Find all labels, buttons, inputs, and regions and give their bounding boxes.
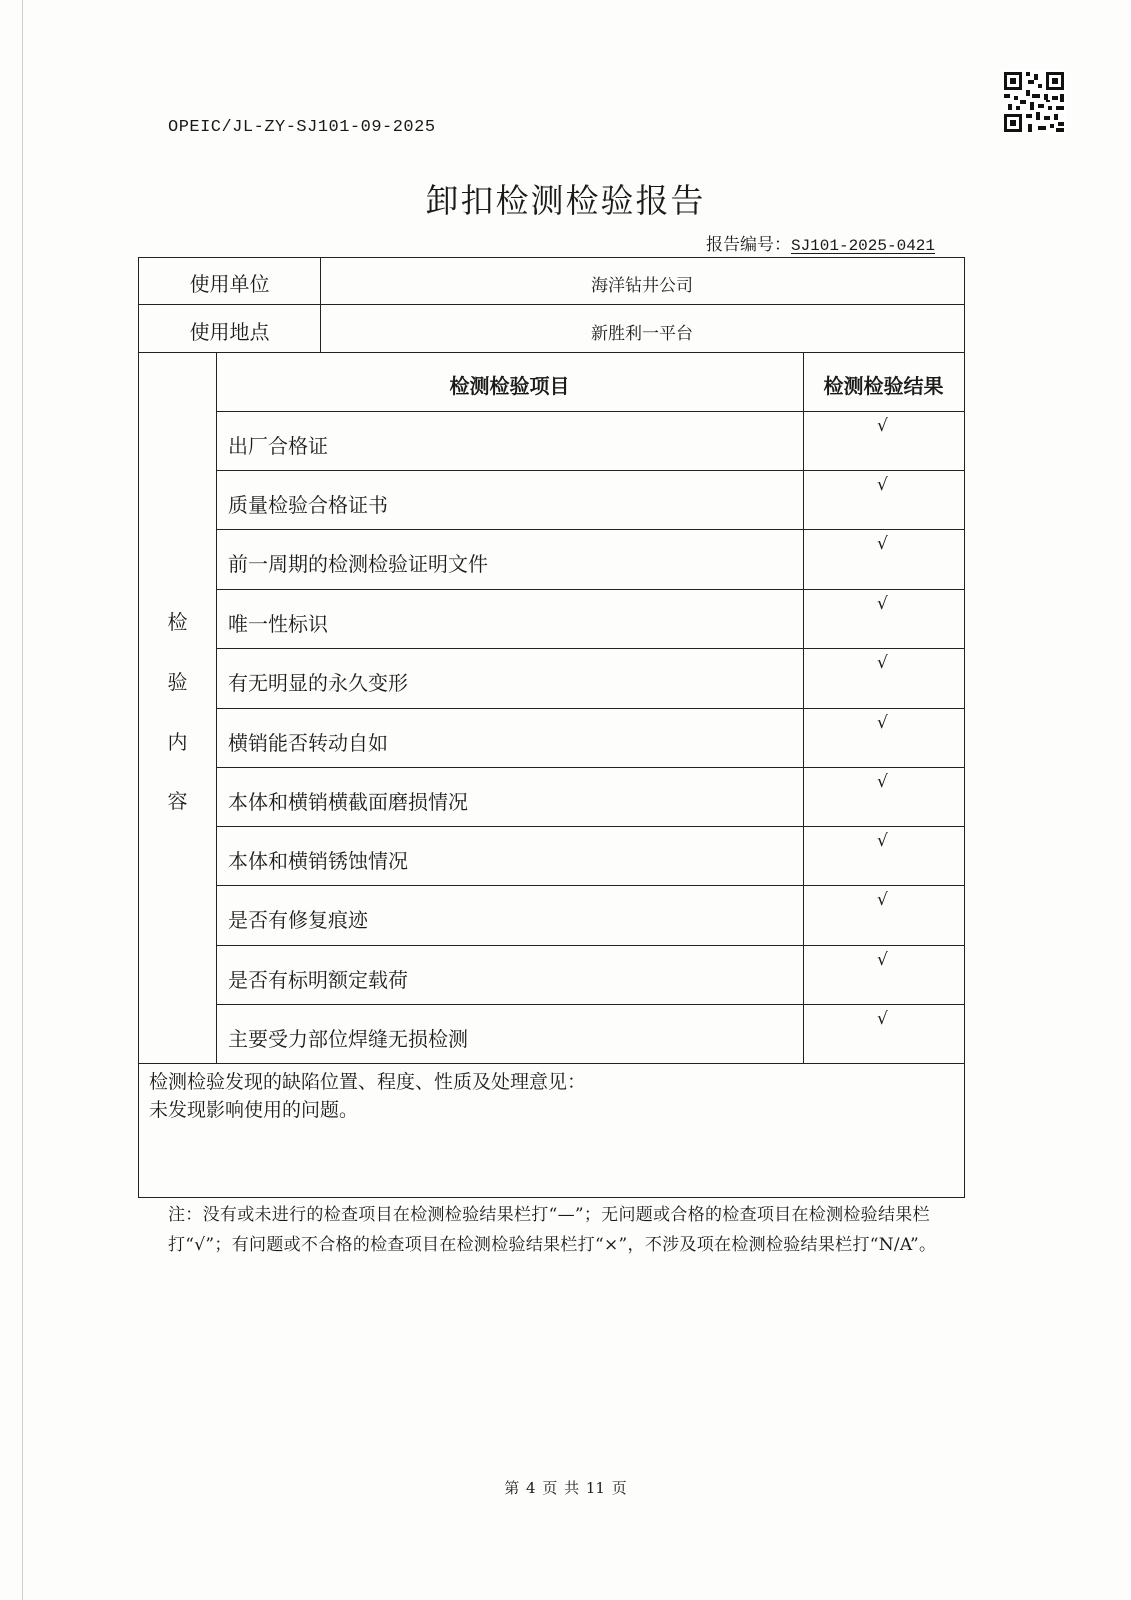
check-mark-icon: √ xyxy=(877,890,888,910)
check-mark-icon: √ xyxy=(877,831,888,851)
location-label: 使用地点 xyxy=(189,320,270,344)
check-mark-icon: √ xyxy=(877,416,888,436)
row-divider xyxy=(139,352,964,353)
row-divider xyxy=(139,304,964,305)
inspection-item: 是否有标明额定载荷 xyxy=(228,968,408,992)
report-number xyxy=(706,230,935,255)
row-divider xyxy=(216,1004,964,1005)
inspection-item: 主要受力部位焊缝无损检测 xyxy=(228,1027,468,1051)
row-divider xyxy=(216,885,964,886)
row-divider xyxy=(216,826,964,827)
report-table xyxy=(138,257,965,1198)
row-divider xyxy=(216,945,964,946)
section-label-char: 容 xyxy=(167,789,188,813)
row-divider xyxy=(216,648,964,649)
row-divider xyxy=(216,529,964,530)
check-mark-icon: √ xyxy=(877,1009,888,1029)
row-divider xyxy=(216,470,964,471)
findings-block xyxy=(149,1068,586,1124)
findings-text: 未发现影响使用的问题。 xyxy=(149,1099,359,1121)
inspection-item: 本体和横销横截面磨损情况 xyxy=(228,790,468,814)
result-column-header: 检测检验结果 xyxy=(823,374,944,398)
item-column-header: 检测检验项目 xyxy=(449,374,570,398)
legend-note: 注：没有或未进行的检查项目在检测检验结果栏打“—”；无问题或合格的检查项目在检测检验结果栏打“√”；有问题或不合格的检查项目在检测检验结果栏打“×”，不涉及项在检测检验结果栏打“N/A”。 xyxy=(168,1205,937,1255)
check-mark-icon: √ xyxy=(877,475,888,495)
page-number: 第 4 页 共 11 页 xyxy=(504,1479,627,1497)
row-divider xyxy=(216,411,964,412)
row-divider xyxy=(216,767,964,768)
row-divider xyxy=(216,708,964,709)
findings-label: 检测检验发现的缺陷位置、程度、性质及处理意见： xyxy=(149,1071,587,1093)
report-number-label: 报告编号： xyxy=(705,235,791,255)
inspection-item: 前一周期的检测检验证明文件 xyxy=(228,552,488,576)
report-number-value: SJ101-2025-0421 xyxy=(790,237,935,255)
inspection-item: 横销能否转动自如 xyxy=(228,731,388,755)
section-label-char: 内 xyxy=(167,730,188,754)
row-divider xyxy=(139,1063,964,1064)
inspection-item: 质量检验合格证书 xyxy=(228,493,388,517)
check-mark-icon: √ xyxy=(877,713,888,733)
check-mark-icon: √ xyxy=(877,534,888,554)
row-divider xyxy=(216,589,964,590)
scan-margin-line xyxy=(22,0,23,1600)
location-value: 新胜利一平台 xyxy=(591,324,693,344)
document-code: OPEIC/JL-ZY-SJ101-09-2025 xyxy=(168,118,436,137)
inspection-item: 本体和横销锈蚀情况 xyxy=(228,849,408,873)
section-label-char: 验 xyxy=(167,670,188,694)
check-mark-icon: √ xyxy=(877,653,888,673)
check-mark-icon: √ xyxy=(877,594,888,614)
inspection-item: 是否有修复痕迹 xyxy=(228,908,368,932)
section-label-char: 检 xyxy=(167,610,188,634)
check-mark-icon: √ xyxy=(877,772,888,792)
inspection-item: 唯一性标识 xyxy=(228,612,328,636)
unit-label: 使用单位 xyxy=(189,272,270,296)
inspection-item: 有无明显的永久变形 xyxy=(228,671,408,695)
inspection-item: 出厂合格证 xyxy=(228,434,328,458)
qr-code-icon xyxy=(1002,70,1066,134)
report-title: 卸扣检测检验报告 xyxy=(425,181,706,220)
unit-value: 海洋钻井公司 xyxy=(591,276,693,296)
check-mark-icon: √ xyxy=(877,950,888,970)
